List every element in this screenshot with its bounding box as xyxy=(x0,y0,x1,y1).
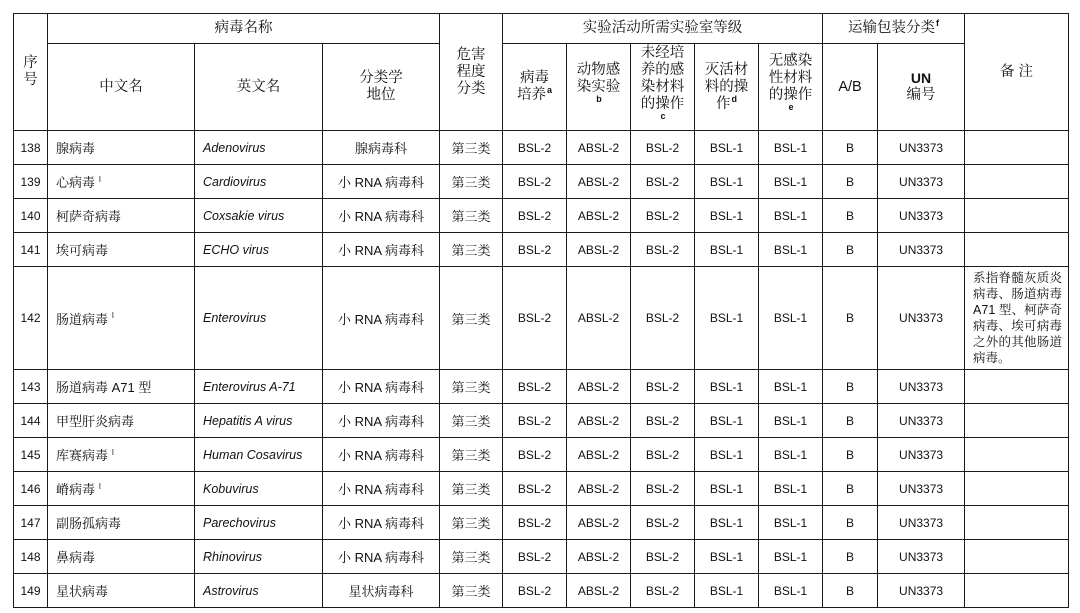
noninfectious-material-level-cell: BSL-1 xyxy=(759,370,823,404)
inactivated-material-level-cell: BSL-1 xyxy=(695,165,759,199)
header-row-top xyxy=(14,14,1069,44)
noninfectious-material-level-cell: BSL-1 xyxy=(759,165,823,199)
table-body xyxy=(14,131,1069,608)
un-number-cell: UN3373 xyxy=(878,233,965,267)
footnote-mark: l xyxy=(112,447,114,457)
uncultured-material-level-cell: BSL-2 xyxy=(631,131,695,165)
cn-name: 肠道病毒 xyxy=(56,311,109,327)
table-row xyxy=(14,131,1069,165)
table-row xyxy=(14,199,1069,233)
table-row xyxy=(14,438,1069,472)
taxonomy-cell: 小 RNA 病毒科 xyxy=(323,199,440,233)
transport-ab-cell: B xyxy=(823,370,878,404)
hazard-class-cell: 第三类 xyxy=(440,267,503,370)
transport-ab-cell: B xyxy=(823,540,878,574)
cn-name: 柯萨奇病毒 xyxy=(56,209,122,224)
cn-name-cell xyxy=(48,472,195,506)
hazard-class-cell: 第三类 xyxy=(440,233,503,267)
uncultured-material-level-cell: BSL-2 xyxy=(631,472,695,506)
virus-culture-header-label: 病毒培养 xyxy=(516,70,549,103)
hazard-class-header-label: 危害程度分类 xyxy=(456,46,486,97)
transport-ab-cell: B xyxy=(823,438,878,472)
noninfectious-material-level-cell: BSL-1 xyxy=(759,404,823,438)
noninfectious-material-level-cell: BSL-1 xyxy=(759,438,823,472)
cn-name: 腺病毒 xyxy=(56,141,96,156)
seq-header-label: 序号 xyxy=(23,55,38,88)
seq-cell: 141 xyxy=(14,233,48,267)
seq-cell: 140 xyxy=(14,199,48,233)
cn-name: 库赛病毒 xyxy=(56,448,109,463)
cn-name: 星状病毒 xyxy=(56,584,109,599)
animal-infection-level-cell: ABSL-2 xyxy=(567,370,631,404)
footnote-mark: b xyxy=(596,93,602,104)
noninfectious-material-level-cell: BSL-1 xyxy=(759,472,823,506)
un-number-cell: UN3373 xyxy=(878,131,965,165)
cn-name-cell xyxy=(48,165,195,199)
cn-name: 副肠孤病毒 xyxy=(56,516,122,531)
cn-name-cell xyxy=(48,370,195,404)
en-name-cell: Rhinovirus xyxy=(195,540,323,574)
un-number-cell: UN3373 xyxy=(878,199,965,233)
cn-name-cell xyxy=(48,540,195,574)
inactivated-material-level-cell: BSL-1 xyxy=(695,540,759,574)
remark-cell xyxy=(965,574,1069,608)
table-row xyxy=(14,404,1069,438)
en-name-cell: Parechovirus xyxy=(195,506,323,540)
seq-cell: 145 xyxy=(14,438,48,472)
noninfectious-material-level-cell: BSL-1 xyxy=(759,574,823,608)
footnote-mark: f xyxy=(936,18,940,29)
uncultured-material-level-cell: BSL-2 xyxy=(631,165,695,199)
noninfectious-material-level-cell: BSL-1 xyxy=(759,540,823,574)
uncultured-material-level-cell: BSL-2 xyxy=(631,540,695,574)
taxonomy-cell: 小 RNA 病毒科 xyxy=(323,438,440,472)
virus-culture-level-cell: BSL-2 xyxy=(503,506,567,540)
uncultured-material-level-cell: BSL-2 xyxy=(631,574,695,608)
en-name-cell: Enterovirus xyxy=(195,267,323,370)
virus-culture-level-cell: BSL-2 xyxy=(503,540,567,574)
en-name-header: 英文名 xyxy=(195,44,323,131)
hazard-class-cell: 第三类 xyxy=(440,370,503,404)
animal-infection-level-cell: ABSL-2 xyxy=(567,165,631,199)
transport-ab-cell: B xyxy=(823,131,878,165)
inactivated-material-level-cell: BSL-1 xyxy=(695,438,759,472)
cn-name-cell xyxy=(48,506,195,540)
remark-cell: 系指脊髓灰质炎病毒、肠道病毒 A71 型、柯萨奇病毒、埃可病毒之外的其他肠道病毒。 xyxy=(965,267,1069,370)
remark-cell xyxy=(965,131,1069,165)
uncultured-material-level-cell: BSL-2 xyxy=(631,370,695,404)
animal-infection-level-cell: ABSL-2 xyxy=(567,472,631,506)
transport-ab-cell: B xyxy=(823,506,878,540)
taxonomy-cell: 小 RNA 病毒科 xyxy=(323,370,440,404)
taxonomy-cell: 星状病毒科 xyxy=(323,574,440,608)
animal-infection-level-cell: ABSL-2 xyxy=(567,233,631,267)
cn-name-cell xyxy=(48,574,195,608)
transport-ab-header: A/B xyxy=(823,44,878,131)
animal-infection-level-cell: ABSL-2 xyxy=(567,438,631,472)
hazard-class-cell: 第三类 xyxy=(440,199,503,233)
animal-infection-header-wrap xyxy=(576,62,622,113)
noninfectious-material-header-label: 无感染性材料的操作 xyxy=(768,53,813,103)
animal-infection-level-cell: ABSL-2 xyxy=(567,131,631,165)
seq-cell: 148 xyxy=(14,540,48,574)
un-number-cell: UN3373 xyxy=(878,506,965,540)
transport-group-label: 运输包装分类 xyxy=(848,20,936,36)
transport-ab-cell: B xyxy=(823,165,878,199)
transport-ab-cell: B xyxy=(823,267,878,370)
un-number-cell: UN3373 xyxy=(878,574,965,608)
inactivated-material-level-cell: BSL-1 xyxy=(695,199,759,233)
remark-cell xyxy=(965,540,1069,574)
inactivated-material-level-cell: BSL-1 xyxy=(695,370,759,404)
inactivated-material-header-label: 灭活材料的操作 xyxy=(704,61,749,112)
seq-header xyxy=(14,14,48,131)
footnote-mark: c xyxy=(660,110,666,121)
seq-cell: 146 xyxy=(14,472,48,506)
noninfectious-material-level-cell: BSL-1 xyxy=(759,506,823,540)
taxonomy-cell: 小 RNA 病毒科 xyxy=(323,506,440,540)
cn-name: 心病毒 xyxy=(56,175,96,190)
footnote-mark: d xyxy=(731,93,737,104)
un-number-cell: UN3373 xyxy=(878,370,965,404)
inactivated-material-level-cell: BSL-1 xyxy=(695,574,759,608)
remark-cell xyxy=(965,165,1069,199)
uncultured-material-level-cell: BSL-2 xyxy=(631,506,695,540)
cn-name-cell xyxy=(48,267,195,370)
en-name-cell: Human Cosavirus xyxy=(195,438,323,472)
cn-name: 嵴病毒 xyxy=(56,482,96,497)
inactivated-material-level-cell: BSL-1 xyxy=(695,233,759,267)
table-row xyxy=(14,540,1069,574)
virus-name-group-header: 病毒名称 xyxy=(48,14,440,44)
inactivated-material-header-wrap xyxy=(704,62,750,113)
un-number-cell: UN3373 xyxy=(878,540,965,574)
inactivated-material-level-cell: BSL-1 xyxy=(695,131,759,165)
taxonomy-header xyxy=(323,44,440,131)
virus-culture-level-cell: BSL-2 xyxy=(503,472,567,506)
uncultured-material-level-cell: BSL-2 xyxy=(631,404,695,438)
uncultured-material-level-cell: BSL-2 xyxy=(631,233,695,267)
taxonomy-cell: 小 RNA 病毒科 xyxy=(323,233,440,267)
table-row xyxy=(14,506,1069,540)
en-name-cell: Coxsakie virus xyxy=(195,199,323,233)
animal-infection-header xyxy=(567,44,631,131)
taxonomy-header-label: 分类学地位 xyxy=(359,70,403,103)
inactivated-material-header xyxy=(695,44,759,131)
virus-culture-level-cell: BSL-2 xyxy=(503,165,567,199)
table-row xyxy=(14,233,1069,267)
en-name-cell: ECHO virus xyxy=(195,233,323,267)
un-number-cell: UN3373 xyxy=(878,267,965,370)
seq-cell: 149 xyxy=(14,574,48,608)
hazard-class-cell: 第三类 xyxy=(440,404,503,438)
seq-cell: 147 xyxy=(14,506,48,540)
inactivated-material-level-cell: BSL-1 xyxy=(695,267,759,370)
cn-name: 肠道病毒 A71 型 xyxy=(56,380,152,395)
remark-cell xyxy=(965,199,1069,233)
cn-name-cell xyxy=(48,233,195,267)
cn-name-cell xyxy=(48,438,195,472)
footnote-mark: a xyxy=(546,85,552,96)
table-header xyxy=(14,14,1069,131)
taxonomy-cell: 小 RNA 病毒科 xyxy=(323,165,440,199)
virus-culture-header xyxy=(503,44,567,131)
uncultured-material-header-label: 未经培养的感染材料的操作 xyxy=(640,44,685,112)
remark-header: 备 注 xyxy=(965,14,1069,131)
virus-culture-level-cell: BSL-2 xyxy=(503,370,567,404)
un-number-header-top: UN xyxy=(910,70,932,86)
virus-culture-level-cell: BSL-2 xyxy=(503,199,567,233)
inactivated-material-level-cell: BSL-1 xyxy=(695,404,759,438)
table-row xyxy=(14,370,1069,404)
cn-name-cell xyxy=(48,131,195,165)
cn-name: 埃可病毒 xyxy=(56,243,109,258)
remark-cell xyxy=(965,472,1069,506)
remark-cell xyxy=(965,438,1069,472)
noninfectious-material-header xyxy=(759,44,823,131)
animal-infection-level-cell: ABSL-2 xyxy=(567,574,631,608)
inactivated-material-level-cell: BSL-1 xyxy=(695,472,759,506)
transport-ab-cell: B xyxy=(823,233,878,267)
hazard-class-cell: 第三类 xyxy=(440,131,503,165)
animal-infection-level-cell: ABSL-2 xyxy=(567,506,631,540)
un-number-cell: UN3373 xyxy=(878,404,965,438)
virus-culture-level-cell: BSL-2 xyxy=(503,131,567,165)
hazard-class-cell: 第三类 xyxy=(440,574,503,608)
en-name-cell: Enterovirus A-71 xyxy=(195,370,323,404)
transport-ab-cell: B xyxy=(823,199,878,233)
seq-cell: 138 xyxy=(14,131,48,165)
footnote-mark: l xyxy=(112,311,114,321)
uncultured-material-header-wrap xyxy=(640,45,686,130)
cn-name: 鼻病毒 xyxy=(56,550,96,565)
taxonomy-cell: 小 RNA 病毒科 xyxy=(323,540,440,574)
virus-culture-level-cell: BSL-2 xyxy=(503,267,567,370)
seq-cell: 143 xyxy=(14,370,48,404)
animal-infection-level-cell: ABSL-2 xyxy=(567,540,631,574)
hazard-class-cell: 第三类 xyxy=(440,472,503,506)
animal-infection-level-cell: ABSL-2 xyxy=(567,267,631,370)
transport-group-header xyxy=(823,14,965,44)
lab-level-group-header: 实验活动所需实验室等级 xyxy=(503,14,823,44)
remark-cell xyxy=(965,370,1069,404)
en-name-cell: Cardiovirus xyxy=(195,165,323,199)
transport-ab-cell: B xyxy=(823,574,878,608)
en-name-cell: Hepatitis A virus xyxy=(195,404,323,438)
table-row xyxy=(14,574,1069,608)
cn-name-cell xyxy=(48,199,195,233)
taxonomy-cell: 小 RNA 病毒科 xyxy=(323,404,440,438)
uncultured-material-level-cell: BSL-2 xyxy=(631,267,695,370)
table-row xyxy=(14,165,1069,199)
transport-ab-cell: B xyxy=(823,472,878,506)
uncultured-material-header xyxy=(631,44,695,131)
taxonomy-cell: 腺病毒科 xyxy=(323,131,440,165)
pathogen-catalog-table xyxy=(13,13,1069,608)
remark-cell xyxy=(965,233,1069,267)
virus-culture-level-cell: BSL-2 xyxy=(503,233,567,267)
noninfectious-material-level-cell: BSL-1 xyxy=(759,199,823,233)
virus-culture-header-wrap xyxy=(516,70,554,104)
header-row-sub xyxy=(14,44,1069,131)
hazard-class-cell: 第三类 xyxy=(440,438,503,472)
un-number-header-bottom: 编号 xyxy=(906,87,936,103)
cn-name-cell xyxy=(48,404,195,438)
inactivated-material-level-cell: BSL-1 xyxy=(695,506,759,540)
table-row xyxy=(14,267,1069,370)
cn-name-header: 中文名 xyxy=(48,44,195,131)
taxonomy-cell: 小 RNA 病毒科 xyxy=(323,472,440,506)
un-number-header xyxy=(878,44,965,131)
uncultured-material-level-cell: BSL-2 xyxy=(631,199,695,233)
transport-ab-cell: B xyxy=(823,404,878,438)
en-name-cell: Kobuvirus xyxy=(195,472,323,506)
noninfectious-material-level-cell: BSL-1 xyxy=(759,131,823,165)
virus-culture-level-cell: BSL-2 xyxy=(503,574,567,608)
en-name-cell: Adenovirus xyxy=(195,131,323,165)
virus-culture-level-cell: BSL-2 xyxy=(503,438,567,472)
footnote-mark: e xyxy=(788,102,794,113)
remark-cell xyxy=(965,404,1069,438)
en-name-cell: Astrovirus xyxy=(195,574,323,608)
animal-infection-header-label: 动物感染实验 xyxy=(576,61,621,95)
hazard-class-cell: 第三类 xyxy=(440,165,503,199)
taxonomy-cell: 小 RNA 病毒科 xyxy=(323,267,440,370)
noninfectious-material-level-cell: BSL-1 xyxy=(759,233,823,267)
table-row xyxy=(14,472,1069,506)
remark-cell xyxy=(965,506,1069,540)
hazard-class-cell: 第三类 xyxy=(440,540,503,574)
noninfectious-material-header-wrap xyxy=(768,53,814,121)
seq-cell: 144 xyxy=(14,404,48,438)
animal-infection-level-cell: ABSL-2 xyxy=(567,199,631,233)
hazard-class-cell: 第三类 xyxy=(440,506,503,540)
seq-cell: 142 xyxy=(14,267,48,370)
animal-infection-level-cell: ABSL-2 xyxy=(567,404,631,438)
seq-cell: 139 xyxy=(14,165,48,199)
noninfectious-material-level-cell: BSL-1 xyxy=(759,267,823,370)
virus-culture-level-cell: BSL-2 xyxy=(503,404,567,438)
footnote-mark: l xyxy=(99,481,101,491)
un-number-cell: UN3373 xyxy=(878,165,965,199)
hazard-class-header xyxy=(440,14,503,131)
un-number-cell: UN3373 xyxy=(878,438,965,472)
cn-name: 甲型肝炎病毒 xyxy=(56,414,135,429)
footnote-mark: l xyxy=(99,174,101,184)
un-number-cell: UN3373 xyxy=(878,472,965,506)
uncultured-material-level-cell: BSL-2 xyxy=(631,438,695,472)
